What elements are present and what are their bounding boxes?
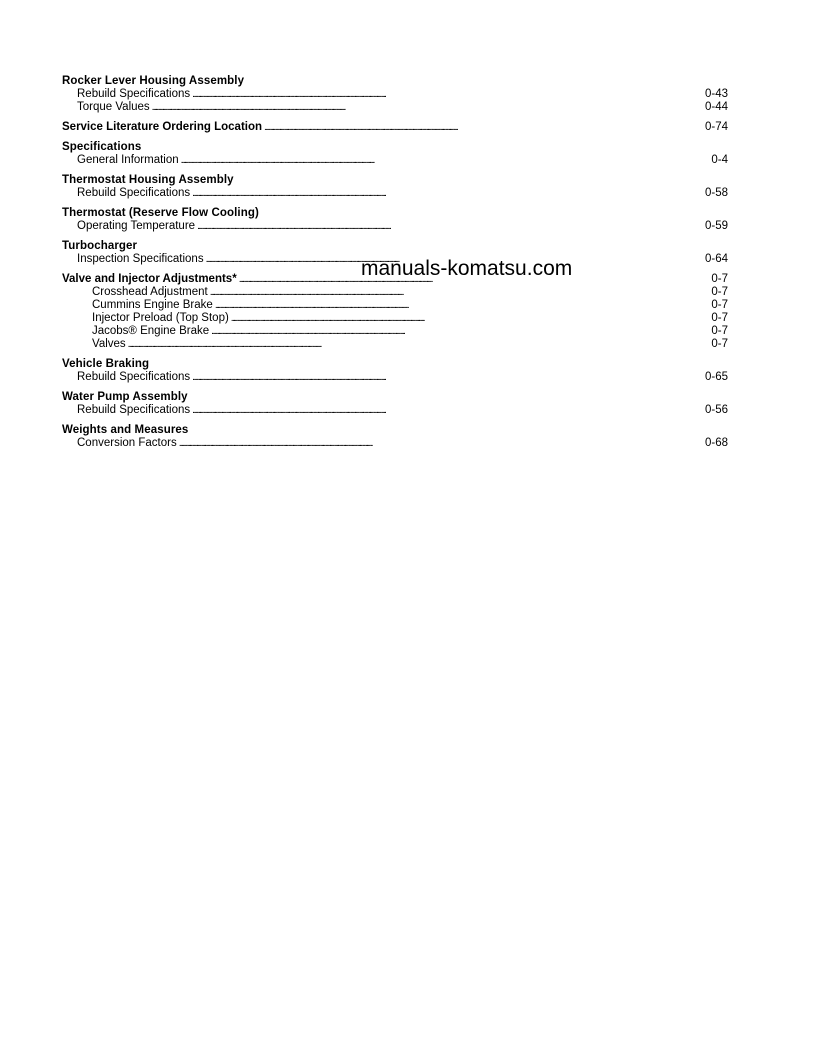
dot-leader: [192, 88, 702, 101]
index-item: [62, 154, 728, 167]
dot-leader: [215, 299, 702, 312]
item-page: 0-58: [704, 187, 728, 199]
index-item: [62, 88, 728, 101]
watermark-text: manuals-komatsu.com: [361, 257, 573, 280]
dot-leader: [192, 371, 702, 384]
index-entry: [62, 121, 728, 134]
item-label: Jacobs® Engine Brake: [92, 325, 210, 337]
index-item: [62, 404, 728, 417]
item-label: Valves: [92, 338, 126, 350]
item-page: 0-44: [704, 101, 728, 113]
entry-heading: Thermostat (Reserve Flow Cooling): [62, 207, 259, 219]
item-page: 0-74: [704, 121, 728, 133]
index-entry: [62, 141, 728, 167]
index-subitem: [62, 286, 728, 299]
item-label: Crosshead Adjustment: [92, 286, 208, 298]
dot-leader: [210, 286, 702, 299]
index-item: [62, 101, 728, 114]
dot-leader: [192, 187, 702, 200]
dot-leader: [264, 121, 702, 134]
entry-heading: Specifications: [62, 141, 142, 153]
item-label: Inspection Specifications: [77, 253, 204, 265]
item-page: 0-64: [704, 253, 728, 265]
item-page: 0-7: [711, 273, 728, 285]
entry-heading: Thermostat Housing Assembly: [62, 174, 234, 186]
item-label: Rebuild Specifications: [77, 187, 191, 199]
item-page: 0-7: [711, 325, 728, 337]
item-page: 0-7: [711, 286, 728, 298]
entry-heading: Service Literature Ordering Location: [62, 121, 263, 133]
index-entry: [62, 358, 728, 384]
index-item: [62, 437, 728, 450]
index-heading-row: [62, 121, 728, 134]
item-label: Operating Temperature: [77, 220, 196, 232]
item-page: 0-68: [704, 437, 728, 449]
dot-leader: [192, 404, 702, 417]
entry-heading: Weights and Measures: [62, 424, 189, 436]
index-subitem: [62, 338, 728, 351]
item-page: 0-65: [704, 371, 728, 383]
dot-leader: [181, 154, 702, 167]
item-page: 0-7: [711, 299, 728, 311]
item-page: 0-7: [711, 338, 728, 350]
item-page: 0-56: [704, 404, 728, 416]
item-page: 0-4: [711, 154, 728, 166]
index-entry: [62, 391, 728, 417]
dot-leader: [152, 101, 702, 114]
index-entry: [62, 424, 728, 450]
dot-leader: [211, 325, 702, 338]
index-subitem: [62, 299, 728, 312]
dot-leader: [128, 338, 702, 351]
item-label: Rebuild Specifications: [77, 88, 191, 100]
entry-heading: Turbocharger: [62, 240, 138, 252]
index-item: [62, 187, 728, 200]
index-subitem: [62, 325, 728, 338]
item-label: Cummins Engine Brake: [92, 299, 213, 311]
item-page: 0-59: [704, 220, 728, 232]
item-label: General Information: [77, 154, 179, 166]
entry-heading: Water Pump Assembly: [62, 391, 188, 403]
item-page: 0-43: [704, 88, 728, 100]
index-entry: [62, 207, 728, 233]
dot-leader: [197, 220, 702, 233]
entry-heading: Vehicle Braking: [62, 358, 150, 370]
item-page: 0-7: [711, 312, 728, 324]
item-label: Rebuild Specifications: [77, 371, 191, 383]
item-label: Rebuild Specifications: [77, 404, 191, 416]
item-label: Torque Values: [77, 101, 150, 113]
index-entry: [62, 273, 728, 351]
dot-leader: [179, 437, 702, 450]
index-item: [62, 220, 728, 233]
entry-heading: Valve and Injector Adjustments*: [62, 273, 237, 285]
item-label: Conversion Factors: [77, 437, 177, 449]
item-label: Injector Preload (Top Stop): [92, 312, 229, 324]
dot-leader: [231, 312, 702, 325]
index-entry: [62, 174, 728, 200]
index-item: [62, 371, 728, 384]
entry-heading: Rocker Lever Housing Assembly: [62, 75, 245, 87]
index-entry: [62, 75, 728, 114]
index-subitem: [62, 312, 728, 325]
